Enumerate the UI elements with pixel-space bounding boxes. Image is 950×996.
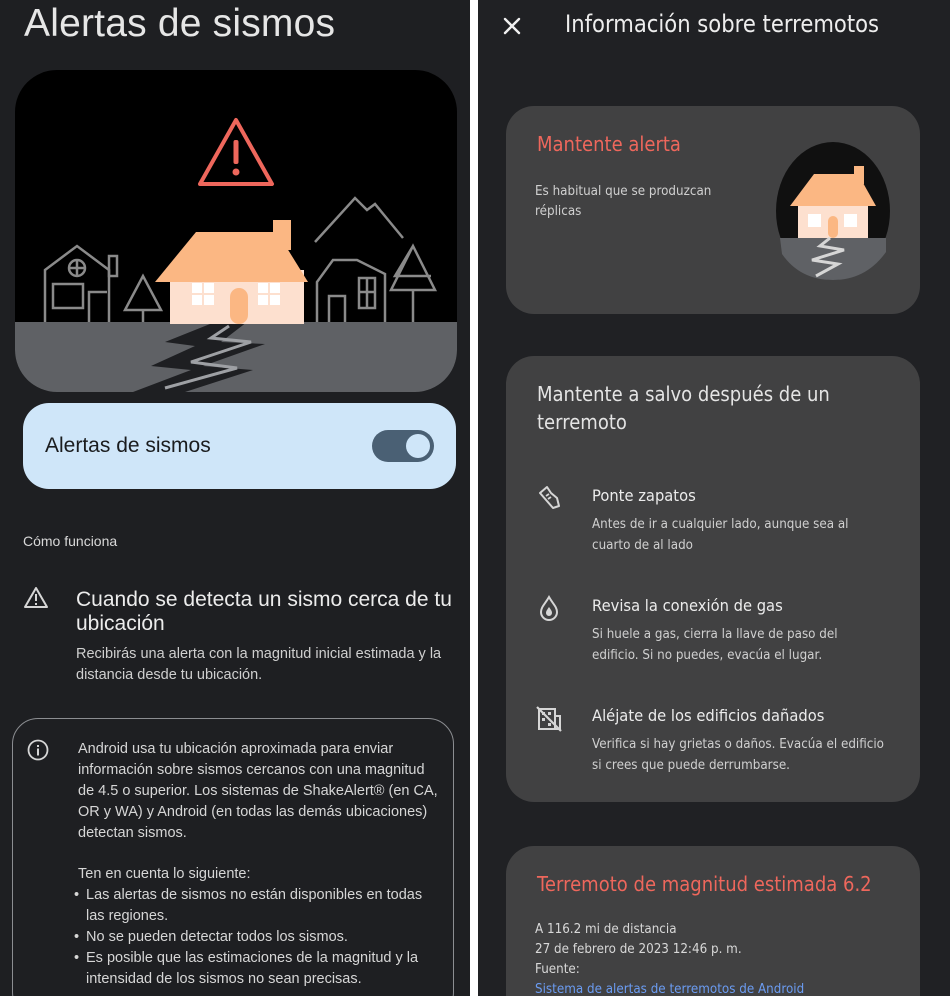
info-card <box>12 718 454 996</box>
tip-title: Aléjate de los edificios dañados <box>592 706 825 725</box>
earthquake-magnitude-title: Terremoto de magnitud estimada 6.2 <box>537 872 872 896</box>
tip-description: Antes de ir a cualquier lado, aunque sea al cuarto de al lado <box>592 517 849 553</box>
page-title: Información sobre terremotos <box>565 10 880 38</box>
safety-tips-card <box>506 356 920 802</box>
page-title: Alertas de sismos <box>24 2 336 45</box>
source-link[interactable]: Sistema de alertas de terremotos de Android <box>535 982 805 996</box>
warning-triangle-icon <box>200 120 272 184</box>
distance-text: A 116.2 mi de distancia <box>535 922 677 937</box>
gas-flame-icon <box>535 594 563 622</box>
stay-alert-card <box>506 106 920 314</box>
aftershock-house-illustration <box>776 142 890 280</box>
damaged-building-icon <box>535 704 563 732</box>
earthquake-details <box>535 920 804 996</box>
stay-alert-title: Mantente alerta <box>537 132 681 156</box>
info-note-title: Ten en cuenta lo siguiente: <box>78 866 251 882</box>
how-it-works-description: Recibirás una alerta con la magnitud inicial estimada y la distancia desde tu ubicación. <box>76 646 442 683</box>
list-item: • Las alertas de sismos no están disponibles en todas las regiones. <box>78 885 443 927</box>
source-label: Fuente: <box>535 962 580 977</box>
earthquake-alerts-settings-screen <box>0 0 470 996</box>
list-item: • Es posible que las estimaciones de la magnitud y la intensidad de los sismos no sean precisas. <box>78 948 443 990</box>
tip-description: Verifica si hay grietas o daños. Evacúa el edificio si crees que puede derrumbarse. <box>592 737 885 773</box>
datetime-text: 27 de febrero de 2023 12:46 p. m. <box>535 942 742 957</box>
tip-title: Revisa la conexión de gas <box>592 596 783 615</box>
info-bullet-list <box>78 885 443 990</box>
alerts-toggle-switch[interactable] <box>372 430 434 462</box>
section-header: Cómo funciona <box>23 533 118 549</box>
info-icon <box>27 739 49 761</box>
tip-description: Si huele a gas, cierra la llave de paso del edificio. Si no puedes, evacúa el lugar. <box>592 627 838 663</box>
info-paragraph: Android usa tu ubicación aproximada para enviar información sobre sismos cercanos con una magnitud de 4.5 o superior. Los sistemas de ShakeAlert® (en CA, OR y WA) y Android (en todas las demás ubicaciones) detectan sismos. <box>78 741 438 841</box>
earthquake-alerts-toggle-row[interactable] <box>23 403 456 489</box>
shoe-icon <box>535 484 563 512</box>
toggle-label: Alertas de sismos <box>45 434 211 457</box>
close-icon[interactable] <box>498 12 526 40</box>
earthquake-house-illustration <box>15 70 457 392</box>
warning-icon <box>23 586 49 610</box>
earthquake-report-card[interactable] <box>506 846 920 996</box>
screenshot-divider <box>470 0 478 996</box>
stay-alert-description: Es habitual que se produzcan réplicas <box>535 184 712 219</box>
earthquake-information-screen <box>478 0 950 996</box>
house-icon <box>155 220 308 324</box>
how-it-works-title: Cuando se detecta un sismo cerca de tu ubicación <box>76 588 452 635</box>
list-item: • No se pueden detectar todos los sismos. <box>78 927 443 948</box>
tip-title: Ponte zapatos <box>592 486 696 505</box>
safety-heading: Mantente a salvo después de un terremoto <box>537 382 830 434</box>
toggle-knob <box>406 434 430 458</box>
